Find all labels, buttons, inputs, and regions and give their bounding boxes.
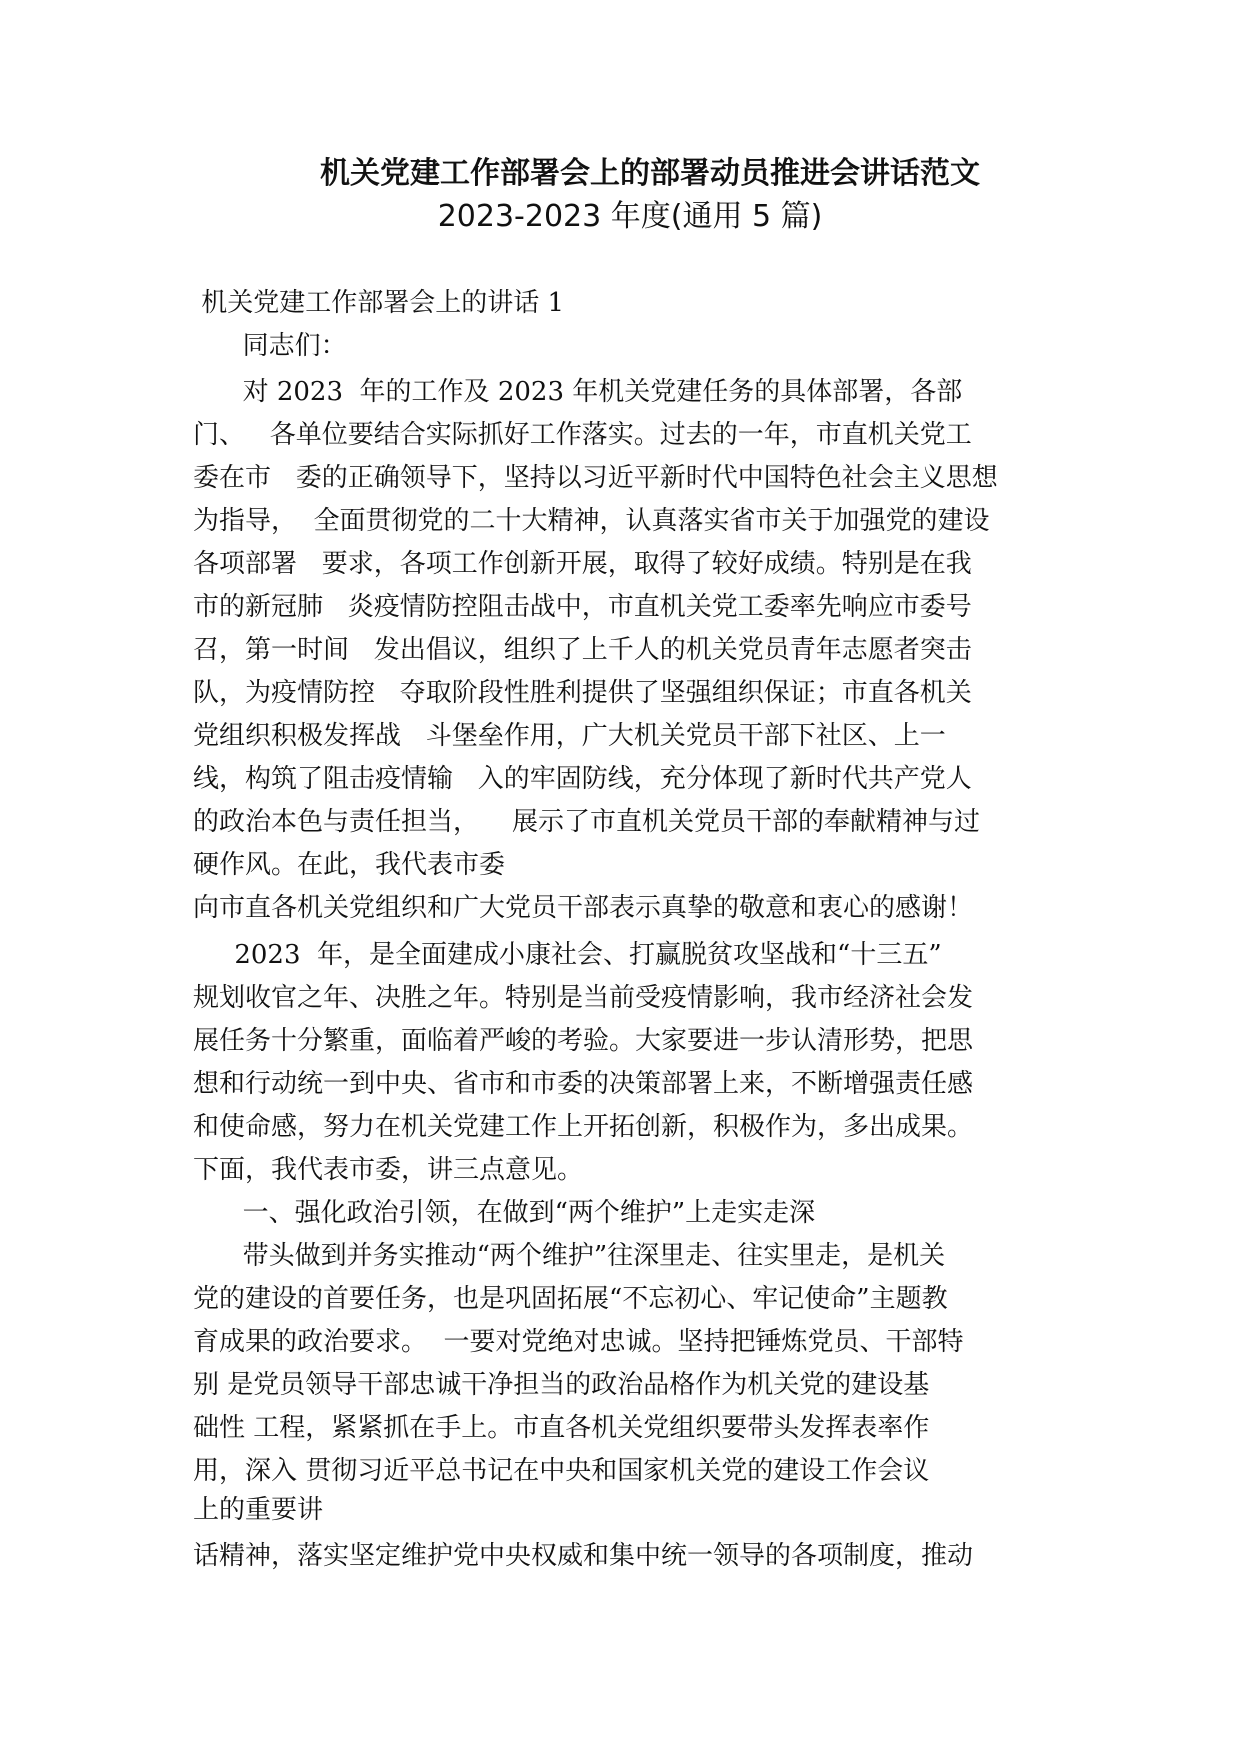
document-subtitle: 2023-2023 年度(通用 5 篇) (437, 199, 823, 234)
body-line: 队，为疫情防控 夺取阶段性胜利提供了坚强组织保证；市直各机关 (193, 678, 972, 708)
body-line: 党的建设的首要任务，也是巩固拓展“不忘初心、牢记使命”主题教 (193, 1284, 948, 1314)
body-line: 市的新冠肺 炎疫情防控阻击战中，市直机关党工委率先响应市委号 (193, 592, 972, 622)
body-line: 别 是党员领导干部忠诚干净担当的政治品格作为机关党的建设基 (193, 1370, 930, 1400)
body-line: 的政治本色与责任担当， 展示了市直机关党员干部的奉献精神与过 (193, 807, 981, 837)
subsection-heading: 一、强化政治引领，在做到“两个维护”上走实走深 (193, 1198, 816, 1228)
body-line: 硬作风。在此，我代表市委 (193, 850, 506, 880)
salutation: 同志们： (193, 331, 347, 361)
body-line: 为指导， 全面贯彻党的二十大精神，认真落实省市关于加强党的建设 (193, 506, 990, 536)
body-line: 规划收官之年、决胜之年。特别是当前受疫情影响，我市经济社会发 (193, 983, 974, 1013)
body-line: 展任务十分繁重，面临着严峻的考验。大家要进一步认清形势，把思 (193, 1026, 974, 1056)
body-line: 上的重要讲 (193, 1495, 324, 1525)
section-heading: 机关党建工作部署会上的讲话 1 (193, 288, 565, 318)
body-line: 带头做到并务实推动“两个维护”往深里走、往实里走，是机关 (193, 1241, 946, 1271)
body-line: 想和行动统一到中央、省市和市委的决策部署上来，不断增强责任感 (193, 1069, 974, 1099)
body-line: 用，深入 贯彻习近平总书记在中央和国家机关党的建设工作会议 (193, 1456, 930, 1486)
body-line: 础性 工程，紧紧抓在手上。市直各机关党组织要带头发挥表率作 (193, 1413, 930, 1443)
body-line: 各项部署 要求，各项工作创新开展，取得了较好成绩。特别是在我 (193, 549, 972, 579)
body-line: 育成果的政治要求。 一要对党绝对忠诚。坚持把锤炼党员、干部特 (193, 1327, 964, 1357)
document-title: 机关党建工作部署会上的部署动员推进会讲话范文 (320, 156, 980, 191)
body-line: 话精神，落实坚定维护党中央权威和集中统一领导的各项制度，推动 (193, 1541, 974, 1571)
body-line: 2023 年，是全面建成小康社会、打赢脱贫攻坚战和“十三五” (193, 940, 942, 970)
body-line: 向市直各机关党组织和广大党员干部表示真挚的敬意和衷心的感谢！ (193, 893, 974, 923)
body-line: 对 2023 年的工作及 2023 年机关党建任务的具体部署，各部 (193, 377, 963, 407)
body-line: 召，第一时间 发出倡议，组织了上千人的机关党员青年志愿者突击 (193, 635, 972, 665)
body-line: 线，构筑了阻击疫情输 入的牢固防线，充分体现了新时代共产党人 (193, 764, 972, 794)
body-line: 党组织积极发挥战 斗堡垒作用，广大机关党员干部下社区、上一 (193, 721, 946, 751)
body-line: 委在市 委的正确领导下，坚持以习近平新时代中国特色社会主义思想 (193, 463, 998, 493)
body-line: 和使命感，努力在机关党建工作上开拓创新，积极作为，多出成果。 (193, 1112, 974, 1142)
body-line: 门、 各单位要结合实际抓好工作落实。过去的一年，市直机关党工 (193, 420, 972, 450)
body-line: 下面，我代表市委，讲三点意见。 (193, 1155, 584, 1185)
